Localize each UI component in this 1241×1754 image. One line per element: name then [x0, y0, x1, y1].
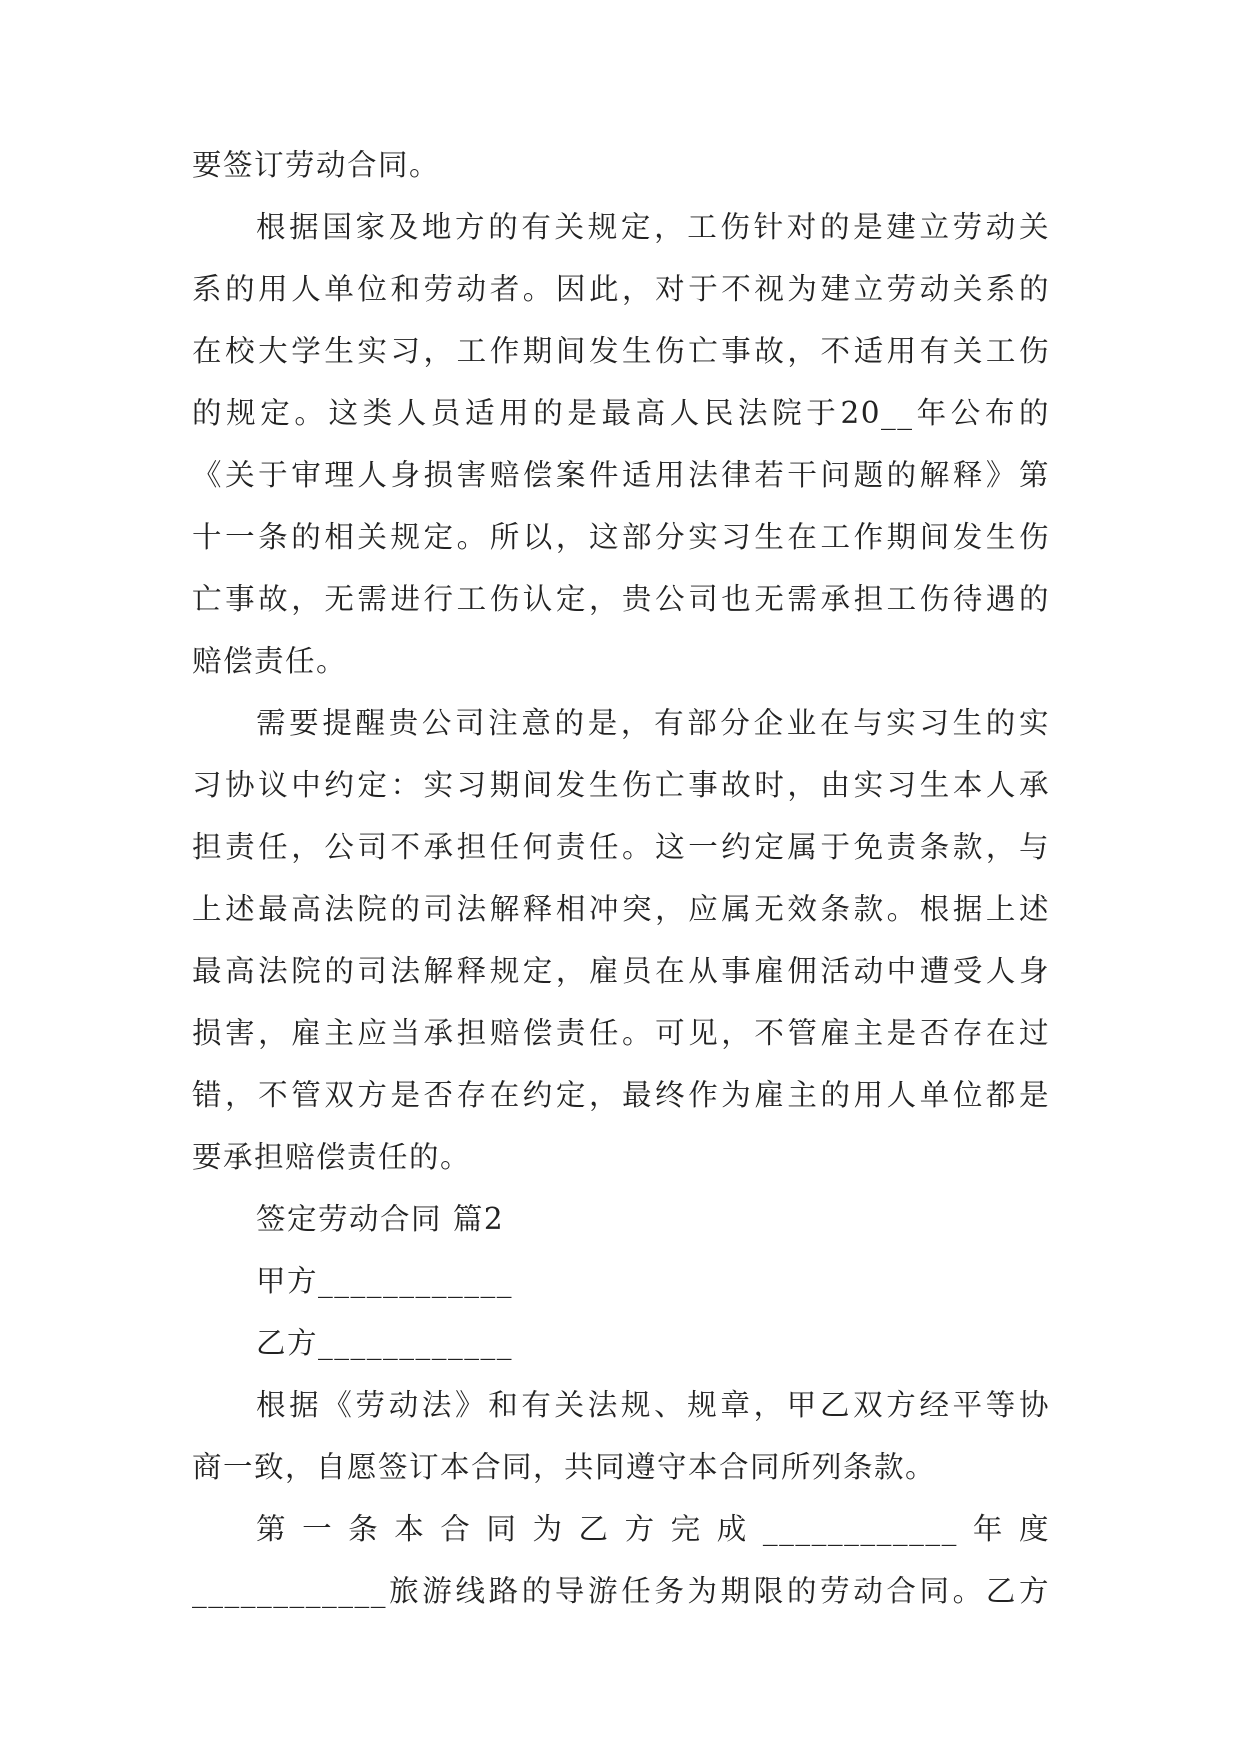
- text-line: 上述最高法院的司法解释相冲突，应属无效条款。根据上述: [192, 892, 1050, 926]
- text-line: 亡事故，无需进行工伤认定，贵公司也无需承担工伤待遇的: [192, 582, 1050, 616]
- text-line: 商一致，自愿签订本合同，共同遵守本合同所列条款。: [192, 1450, 937, 1484]
- text-line: 赔偿责任。: [192, 644, 348, 678]
- text-line: 需要提醒贵公司注意的是，有部分企业在与实习生的实: [256, 706, 1050, 740]
- text-line: 签定劳动合同 篇2: [256, 1202, 505, 1236]
- text-line: 损害，雇主应当承担赔偿责任。可见，不管雇主是否存在过: [192, 1016, 1050, 1050]
- text-line: 第一条本合同为乙方完成____________年度: [256, 1512, 1050, 1546]
- text-line: 的规定。这类人员适用的是最高人民法院于20__年公布的: [192, 396, 1050, 430]
- text-line: 《关于审理人身损害赔偿案件适用法律若干问题的解释》第: [192, 458, 1050, 492]
- text-line: 要签订劳动合同。: [192, 148, 441, 182]
- text-line: 习协议中约定：实习期间发生伤亡事故时，由实习生本人承: [192, 768, 1050, 802]
- text-line: 要承担赔偿责任的。: [192, 1140, 472, 1174]
- text-line: 甲方____________: [256, 1264, 514, 1298]
- text-line: 根据国家及地方的有关规定，工伤针对的是建立劳动关: [256, 210, 1050, 244]
- text-line: 乙方____________: [256, 1326, 514, 1360]
- text-line: 根据《劳动法》和有关法规、规章，甲乙双方经平等协: [256, 1388, 1050, 1422]
- text-line: 系的用人单位和劳动者。因此，对于不视为建立劳动关系的: [192, 272, 1050, 306]
- text-line: 在校大学生实习，工作期间发生伤亡事故，不适用有关工伤: [192, 334, 1050, 368]
- text-line: 十一条的相关规定。所以，这部分实习生在工作期间发生伤: [192, 520, 1050, 554]
- text-line: 最高法院的司法解释规定，雇员在从事雇佣活动中遭受人身: [192, 954, 1050, 988]
- text-line: 担责任，公司不承担任何责任。这一约定属于免责条款，与: [192, 830, 1050, 864]
- text-line: ____________旅游线路的导游任务为期限的劳动合同。乙方: [192, 1574, 1050, 1608]
- text-line: 错，不管双方是否存在约定，最终作为雇主的用人单位都是: [192, 1078, 1050, 1112]
- document-body: [192, 134, 1050, 1622]
